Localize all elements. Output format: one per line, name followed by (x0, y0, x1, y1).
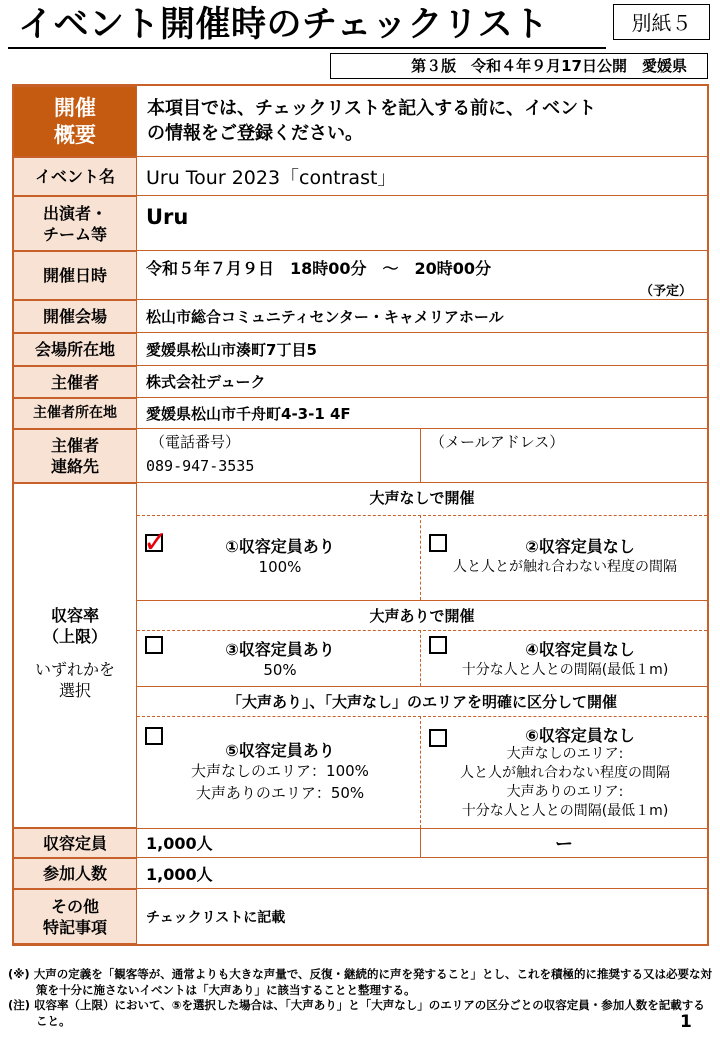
overview-text-line2: の情報をご登録ください。 (147, 123, 363, 144)
option2-checkbox[interactable] (429, 534, 447, 552)
option6-sub4: 十分な人と人との間隔(最低１m) (461, 803, 669, 819)
overview-text (137, 86, 707, 157)
option4-checkbox[interactable] (429, 636, 447, 654)
capacity-other: ー (421, 828, 707, 858)
check-mark-icon: ✓ (143, 525, 169, 560)
organizer-address-label: 主催者所在地 (14, 398, 136, 429)
contact-label-line1: 主催者 (50, 436, 99, 455)
overview-text-line1: 本項目では、チェックリストを記入する前に、イベント (147, 98, 597, 119)
overview-label-line1: 開催 (54, 95, 96, 120)
datetime-label: 開催日時 (14, 251, 136, 300)
option6-sub1: 大声なしのエリア: (506, 746, 624, 762)
venue-label: 開催会場 (14, 300, 136, 333)
event-name-label: イベント名 (14, 157, 136, 196)
contact-divider (420, 429, 421, 483)
venue-value[interactable]: 松山市総合コミュニティセンター・キャメリアホール (137, 300, 707, 333)
venue-address-value[interactable]: 愛媛県松山市湊町7丁目5 (137, 333, 707, 366)
performer-label (14, 196, 136, 251)
divider (420, 630, 421, 686)
option1-title: ①収容定員あり (225, 537, 335, 556)
overview-label (14, 86, 136, 157)
performer-value[interactable]: Uru (137, 196, 707, 251)
option5-sub1: 大声なしのエリア：100% (191, 762, 369, 780)
option6-sub3: 大声ありのエリア: (506, 784, 624, 800)
divider (137, 686, 707, 687)
overview-label-line2: 概要 (54, 122, 96, 147)
title-underline (8, 47, 606, 49)
option1-sub: 100% (258, 558, 302, 576)
remarks-label-line2: 特記事項 (42, 917, 107, 937)
attendees-value[interactable]: 1,000人 (137, 858, 707, 889)
capacity-rate-label-line4: 選択 (58, 680, 91, 700)
remarks-label (14, 889, 136, 944)
phone-label: （電話番号） (150, 433, 241, 451)
attendees-label: 参加人数 (14, 858, 136, 889)
option3-checkbox[interactable] (145, 636, 163, 654)
annex-label: 別紙５ (613, 4, 710, 40)
contact-label (14, 429, 136, 483)
section3-header: 「大声あり」、「大声なし」のエリアを明確に区分して開催 (226, 693, 617, 711)
option4-sub: 十分な人と人との間隔(最低１m) (461, 662, 669, 678)
capacity-rate-label (14, 483, 136, 828)
option2-sub: 人と人とが触れ合わない程度の間隔 (453, 559, 677, 575)
option6-title: ⑥収容定員なし (525, 726, 635, 745)
divider (420, 716, 421, 828)
option4-title: ④収容定員なし (525, 640, 635, 659)
performer-label-line1: 出演者・ (42, 203, 107, 223)
organizer-address-value[interactable]: 愛媛県松山市千舟町4-3-1 4F (137, 398, 707, 429)
capacity-rate-label-line3: いずれかを (34, 659, 115, 679)
option2-title: ②収容定員なし (525, 537, 635, 556)
page-number: 1 (680, 1012, 692, 1032)
footnote-2: (注) 収容率（上限）において、⑤を選択した場合は、「大声あり」と「大声なし」のエリアの区分ごとの収容定員・参加人数を記載すること。 (8, 998, 705, 1028)
divider (420, 515, 421, 600)
email-label: （メールアドレス） (430, 433, 565, 451)
contact-label-line2: 連絡先 (50, 457, 99, 476)
divider (137, 630, 707, 631)
capacity-rate-label-line1: 収容率 (50, 605, 99, 625)
datetime-value[interactable]: 令和５年７月９日 18時00分 ～ 20時00分 (146, 259, 492, 278)
capacity-rate-label-line2: （上限） (42, 626, 107, 646)
capacity-value[interactable]: 1,000人 (137, 828, 420, 858)
footnotes (8, 967, 714, 1029)
footnote-1: (※) 大声の定義を「観客等が、通常よりも大きな声量で、反復・継続的に声を発すること」とし、これを積極的に推奨する又は必要な対策を十分に施さないイベントは「大声あり」に該当することと整理する。 (8, 967, 712, 997)
datetime-cell (137, 251, 707, 300)
event-name-value[interactable]: Uru Tour 2023「contrast」 (137, 157, 707, 196)
phone-value[interactable]: 089-947-3535 (146, 457, 255, 475)
section2-header: 大声ありで開催 (369, 607, 475, 625)
section1-header: 大声なしで開催 (369, 489, 475, 507)
page-title: イベント開催時のチェックリスト (18, 5, 549, 45)
remarks-value[interactable]: チェックリストに記載 (146, 909, 286, 926)
option3-sub: 50% (263, 661, 297, 679)
option5-title: ⑤収容定員あり (225, 741, 335, 760)
organizer-value[interactable]: 株式会社デューク (137, 366, 707, 398)
divider (137, 716, 707, 717)
option6-sub2: 人と人が触れ合わない程度の間隔 (460, 765, 670, 781)
venue-address-label: 会場所在地 (14, 333, 136, 366)
remarks-label-line1: その他 (50, 896, 99, 916)
datetime-note: （予定） (640, 284, 693, 299)
divider (137, 600, 707, 601)
capacity-label: 収容定員 (14, 828, 136, 858)
performer-label-line2: チーム等 (42, 224, 107, 244)
divider (137, 515, 707, 516)
option5-sub2: 大声ありのエリア：50% (195, 784, 365, 802)
option3-title: ③収容定員あり (225, 640, 335, 659)
option5-checkbox[interactable] (145, 727, 163, 745)
version-info: 第３版 令和４年９月17日公開 愛媛県 (330, 53, 708, 79)
organizer-label: 主催者 (14, 366, 136, 398)
